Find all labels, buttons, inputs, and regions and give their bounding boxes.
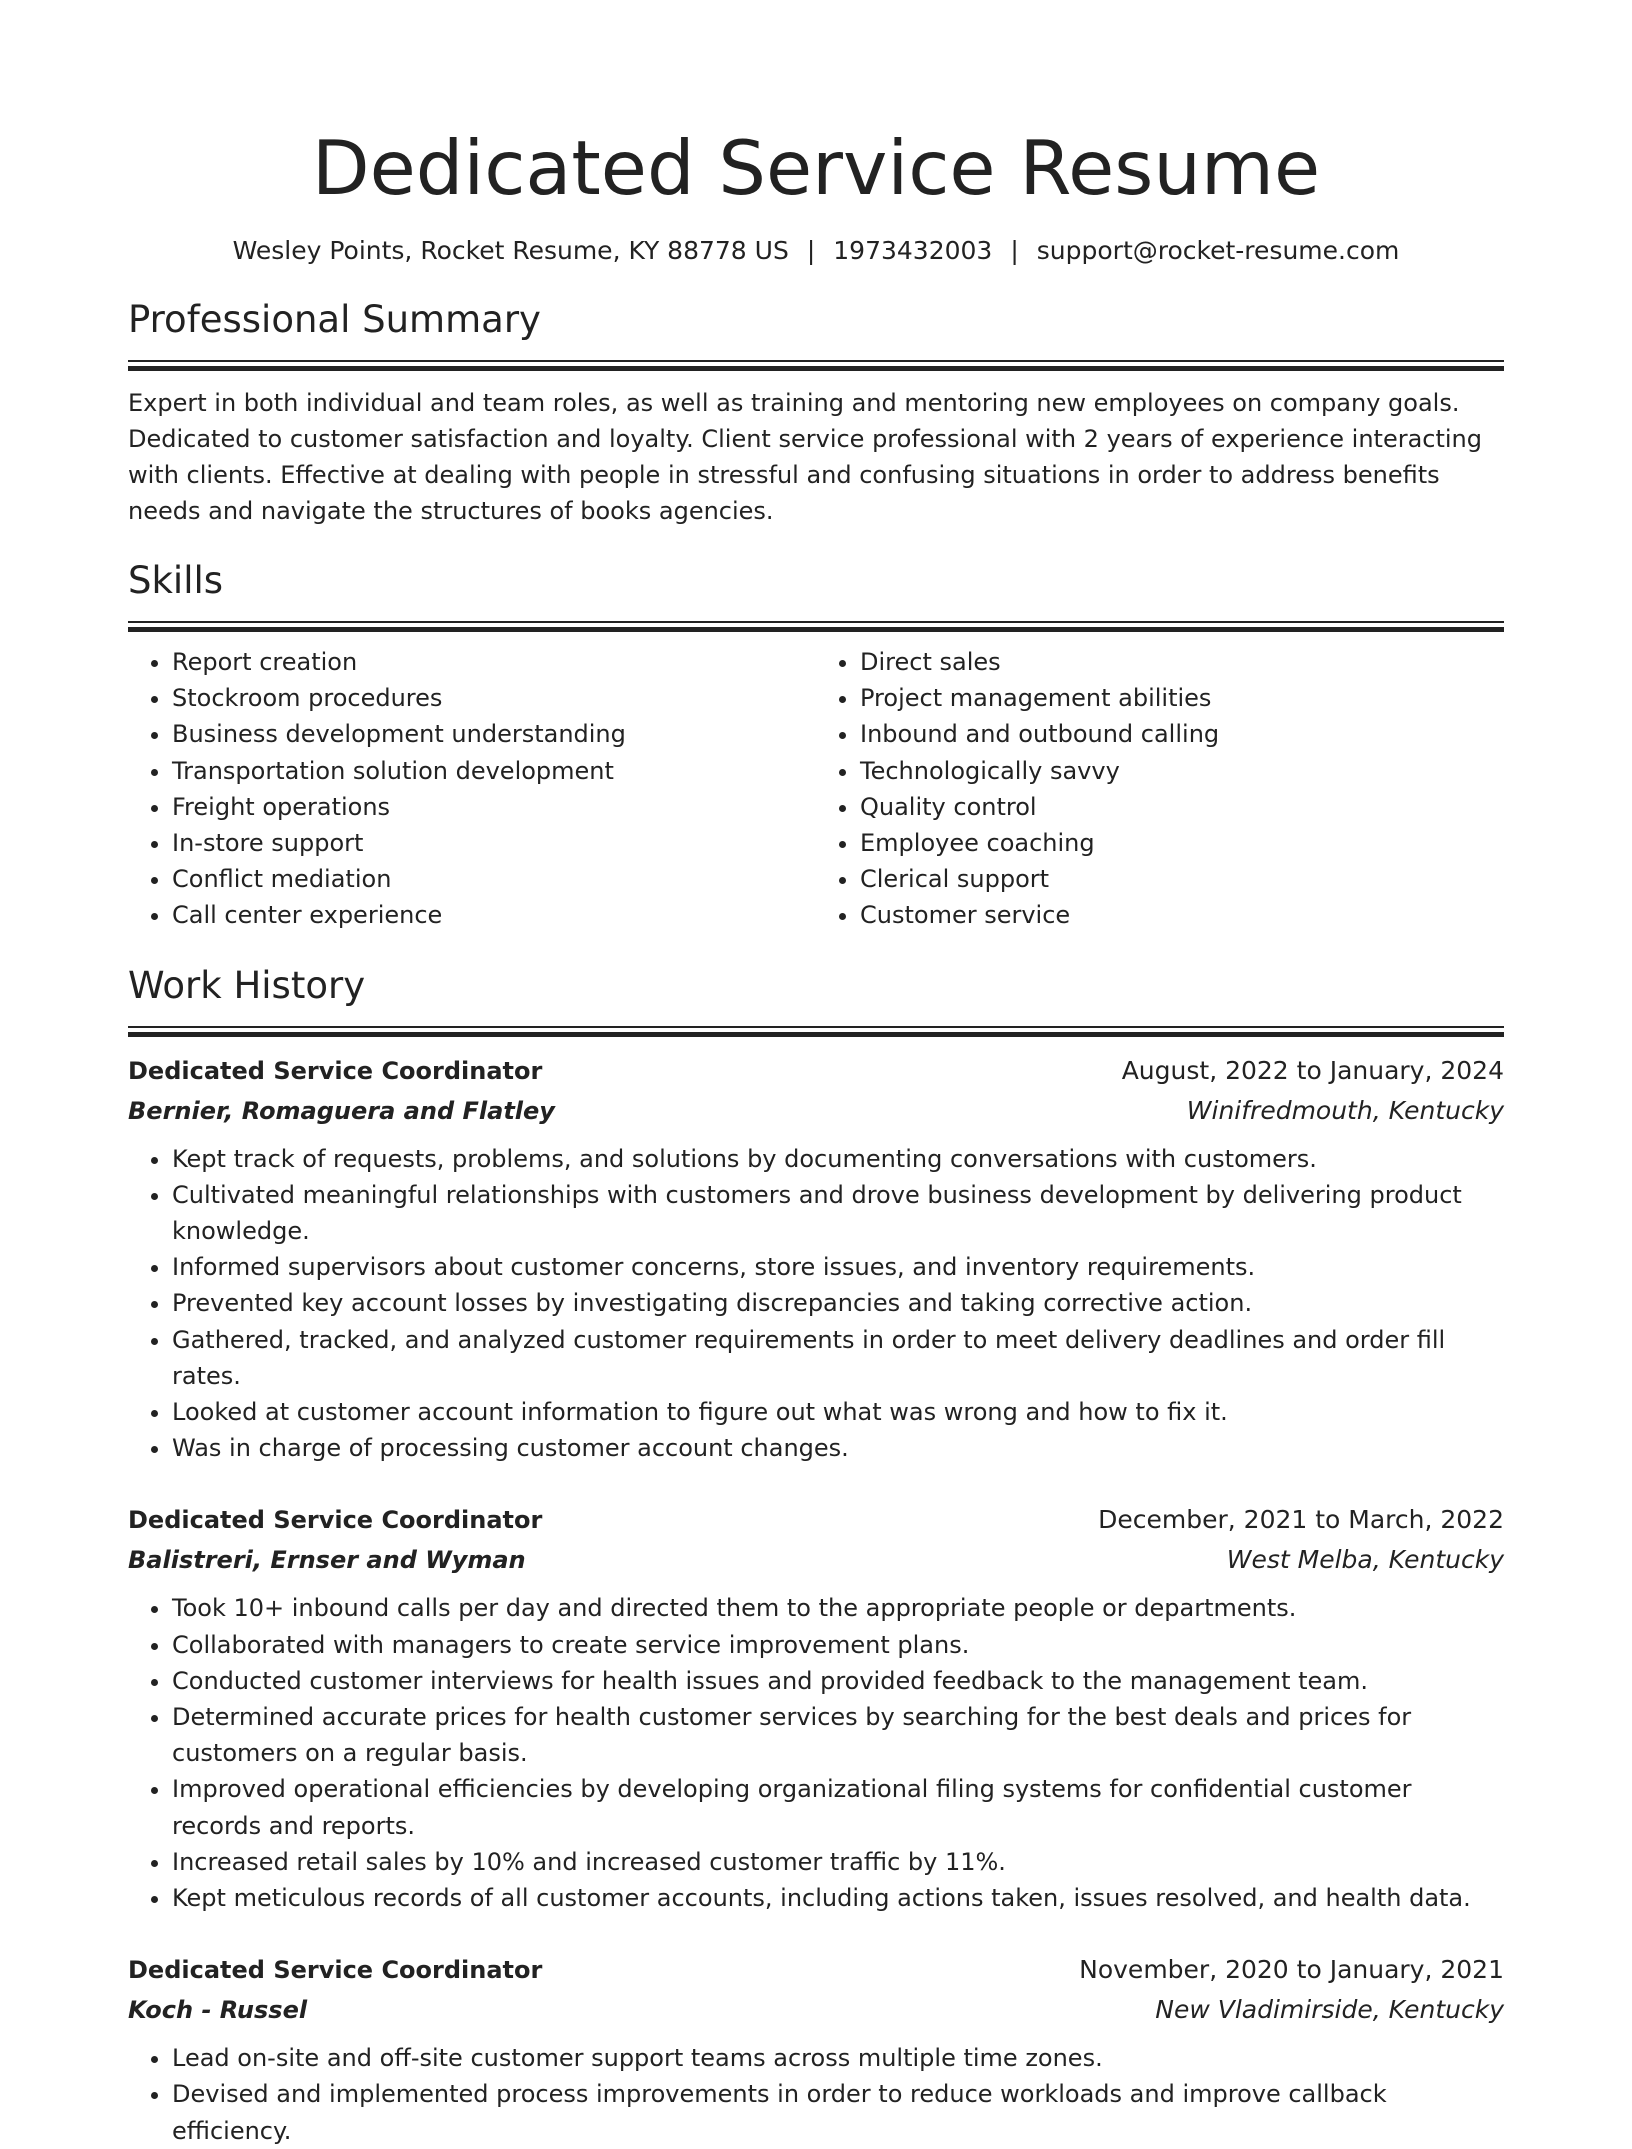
skill-item: • Conflict mediation bbox=[172, 861, 816, 897]
job-bullet: • Increased retail sales by 10% and increased customer traffic by 11%. bbox=[172, 1844, 1504, 1880]
skills-grid bbox=[128, 644, 1504, 934]
job-header-row bbox=[128, 1500, 1504, 1540]
job-entry bbox=[128, 1051, 1504, 1467]
job-company: Koch - Russel bbox=[128, 1996, 308, 2025]
skill-item: • Project management abilities bbox=[860, 680, 1504, 716]
section-divider bbox=[128, 360, 1504, 371]
skills-column-left bbox=[128, 644, 816, 934]
job-bullet: • Kept track of requests, problems, and solutions by documenting conversations with customers. bbox=[172, 1141, 1504, 1177]
job-bullet: • Lead on-site and off-site customer support teams across multiple time zones. bbox=[172, 2040, 1504, 2076]
contact-address: Wesley Points, Rocket Resume, KY 88778 US bbox=[232, 236, 789, 265]
contact-email: support@rocket-resume.com bbox=[1036, 236, 1400, 265]
job-dates: November, 2020 to January, 2021 bbox=[1079, 1955, 1504, 1985]
job-title: Dedicated Service Coordinator bbox=[128, 1506, 543, 1535]
summary-section bbox=[128, 296, 1504, 529]
skill-item: • Freight operations bbox=[172, 789, 816, 825]
job-bullets bbox=[128, 1590, 1504, 1916]
skill-item: • Direct sales bbox=[860, 644, 1504, 680]
job-bullet: • Informed supervisors about customer concerns, store issues, and inventory requirements. bbox=[172, 1249, 1504, 1285]
job-header-row bbox=[128, 1051, 1504, 1091]
job-location: West Melba, Kentucky bbox=[1226, 1545, 1504, 1575]
job-bullet: • Looked at customer account information to figure out what was wrong and how to fix it. bbox=[172, 1394, 1504, 1430]
job-dates: August, 2022 to January, 2024 bbox=[1121, 1055, 1504, 1085]
job-bullets bbox=[128, 1141, 1504, 1467]
contact-line bbox=[128, 234, 1504, 268]
job-title: Dedicated Service Coordinator bbox=[128, 1056, 543, 1085]
skill-item: • Customer service bbox=[860, 897, 1504, 933]
job-bullet: • Devised and implemented process improvements in order to reduce workloads and improve callback efficiency. bbox=[172, 2076, 1504, 2148]
section-divider bbox=[128, 1026, 1504, 1037]
job-company-row bbox=[128, 1540, 1504, 1580]
summary-heading: Professional Summary bbox=[128, 298, 541, 341]
contact-phone: 1973432003 bbox=[833, 236, 993, 265]
job-bullet: • Took 10+ inbound calls per day and directed them to the appropriate people or departments. bbox=[172, 1590, 1504, 1626]
job-bullets bbox=[128, 2040, 1504, 2149]
job-bullet: • Was in charge of processing customer account changes. bbox=[172, 1430, 1504, 1466]
skill-item: • Inbound and outbound calling bbox=[860, 716, 1504, 752]
contact-separator: | bbox=[1010, 236, 1019, 265]
skills-column-right bbox=[816, 644, 1504, 934]
job-bullet: • Determined accurate prices for health customer services by searching for the best deals and prices for customers on a regular basis. bbox=[172, 1699, 1504, 1771]
job-bullet: • Collaborated with managers to create service improvement plans. bbox=[172, 1627, 1504, 1663]
job-company-row bbox=[128, 1990, 1504, 2030]
document-title: Dedicated Service Resume bbox=[311, 124, 1321, 212]
job-header-row bbox=[128, 1950, 1504, 1990]
skill-item: • Call center experience bbox=[172, 897, 816, 933]
job-bullet: • Prevented key account losses by investigating discrepancies and taking corrective action. bbox=[172, 1285, 1504, 1321]
job-bullet: • Cultivated meaningful relationships with customers and drove business development by delivering product knowledge. bbox=[172, 1177, 1504, 1249]
job-location: New Vladimirside, Kentucky bbox=[1155, 1995, 1504, 2025]
summary-text: Expert in both individual and team roles, as well as training and mentoring new employees on company goals. Dedicated to customer satisfaction and loyalty. Client service professional with 2 years of experience interacting with clients. Effective at dealing with people in stressful and confusing situations in order to address benefits needs and navigate the structures of books agencies. bbox=[128, 389, 1482, 525]
job-location: Winifredmouth, Kentucky bbox=[1186, 1095, 1504, 1125]
skill-item: • Report creation bbox=[172, 644, 816, 680]
job-company-row bbox=[128, 1091, 1504, 1131]
contact-separator: | bbox=[806, 236, 816, 265]
job-bullet: • Kept meticulous records of all customer accounts, including actions taken, issues resolved, and health data. bbox=[172, 1880, 1504, 1916]
job-bullet: • Conducted customer interviews for health issues and provided feedback to the management team. bbox=[172, 1663, 1504, 1699]
work-history-section bbox=[128, 962, 1504, 2149]
work-history-heading: Work History bbox=[128, 963, 366, 1007]
job-title: Dedicated Service Coordinator bbox=[128, 1956, 543, 1985]
job-dates: December, 2021 to March, 2022 bbox=[1098, 1505, 1504, 1535]
skill-item: • Employee coaching bbox=[860, 825, 1504, 861]
job-company: Balistreri, Ernser and Wyman bbox=[128, 1546, 526, 1575]
section-divider bbox=[128, 621, 1504, 632]
job-company: Bernier, Romaguera and Flatley bbox=[128, 1096, 555, 1125]
skill-item: • In-store support bbox=[172, 825, 816, 861]
skill-item: • Quality control bbox=[860, 789, 1504, 825]
skill-item: • Stockroom procedures bbox=[172, 680, 816, 716]
skill-item: • Business development understanding bbox=[172, 716, 816, 752]
skills-heading: Skills bbox=[128, 559, 224, 602]
job-entry bbox=[128, 1500, 1504, 1916]
skill-item: • Clerical support bbox=[860, 861, 1504, 897]
skill-item: • Transportation solution development bbox=[172, 753, 816, 789]
job-bullet: • Improved operational efficiencies by developing organizational filing systems for confidential customer records and reports. bbox=[172, 1771, 1504, 1843]
job-entry bbox=[128, 1950, 1504, 2149]
job-bullet: • Gathered, tracked, and analyzed customer requirements in order to meet delivery deadlines and order fill rates. bbox=[172, 1322, 1504, 1394]
skills-section bbox=[128, 557, 1504, 934]
skill-item: • Technologically savvy bbox=[860, 753, 1504, 789]
